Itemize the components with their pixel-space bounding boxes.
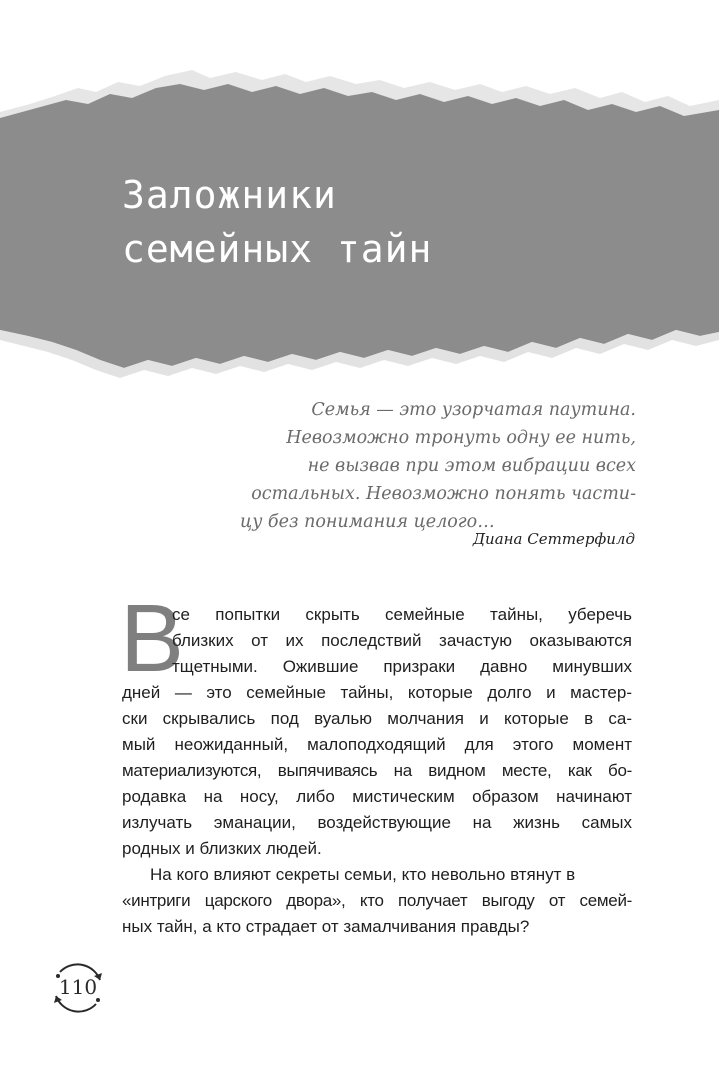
page-number: 110	[58, 975, 98, 999]
epigraph-author: Диана Сеттерфилд	[472, 530, 635, 548]
epigraph-line: Невозможно тронуть одну ее нить,	[286, 428, 636, 448]
chapter-title-line-1: Заложники	[122, 173, 337, 217]
body-line: ных тайн, а кто страдает от замалчивания правды?	[122, 917, 530, 936]
chapter-banner	[0, 0, 719, 380]
epigraph-line: остальных. Невозможно понять части-	[251, 484, 636, 504]
body-text	[122, 602, 632, 940]
epigraph-line: не вызвав при этом вибрации всех	[307, 456, 636, 476]
body-line: излучать эманации, воздействующие на жизнь самых	[122, 813, 632, 832]
body-line: дней — это семейные тайны, которые долго и мастер-	[122, 683, 632, 702]
body-line: «интриги царского двора», кто получает выгоду от семей-	[122, 891, 632, 910]
body-line: родавка на носу, либо мистическим образом начинают	[122, 787, 632, 806]
body-line: ски скрывались под вуалью молчания и которые в са-	[122, 709, 632, 728]
epigraph-line: цу без понимания целого…	[240, 512, 495, 532]
body-line: близких от их последствий зачастую оказываются	[172, 631, 632, 650]
epigraph	[240, 396, 636, 536]
chapter-title-line-2: семейных тайн	[122, 227, 433, 271]
body-line: родных и близких людей.	[122, 839, 322, 858]
body-line: материализуются, выпячиваясь на видном месте, как бо-	[122, 761, 632, 780]
page-number-badge	[48, 958, 108, 1018]
chapter-title	[122, 168, 432, 276]
body-line: На кого влияют секреты семьи, кто невольно втянут в	[150, 865, 576, 884]
body-line: мый неожиданный, малоподходящий для этого момент	[122, 735, 632, 754]
epigraph-line: Семья — это узорчатая паутина.	[311, 400, 636, 420]
drop-cap: В	[120, 585, 185, 692]
body-line: тщетными. Ожившие призраки давно минувших	[172, 657, 632, 676]
body-line: се попытки скрыть семейные тайны, уберечь	[172, 605, 632, 624]
